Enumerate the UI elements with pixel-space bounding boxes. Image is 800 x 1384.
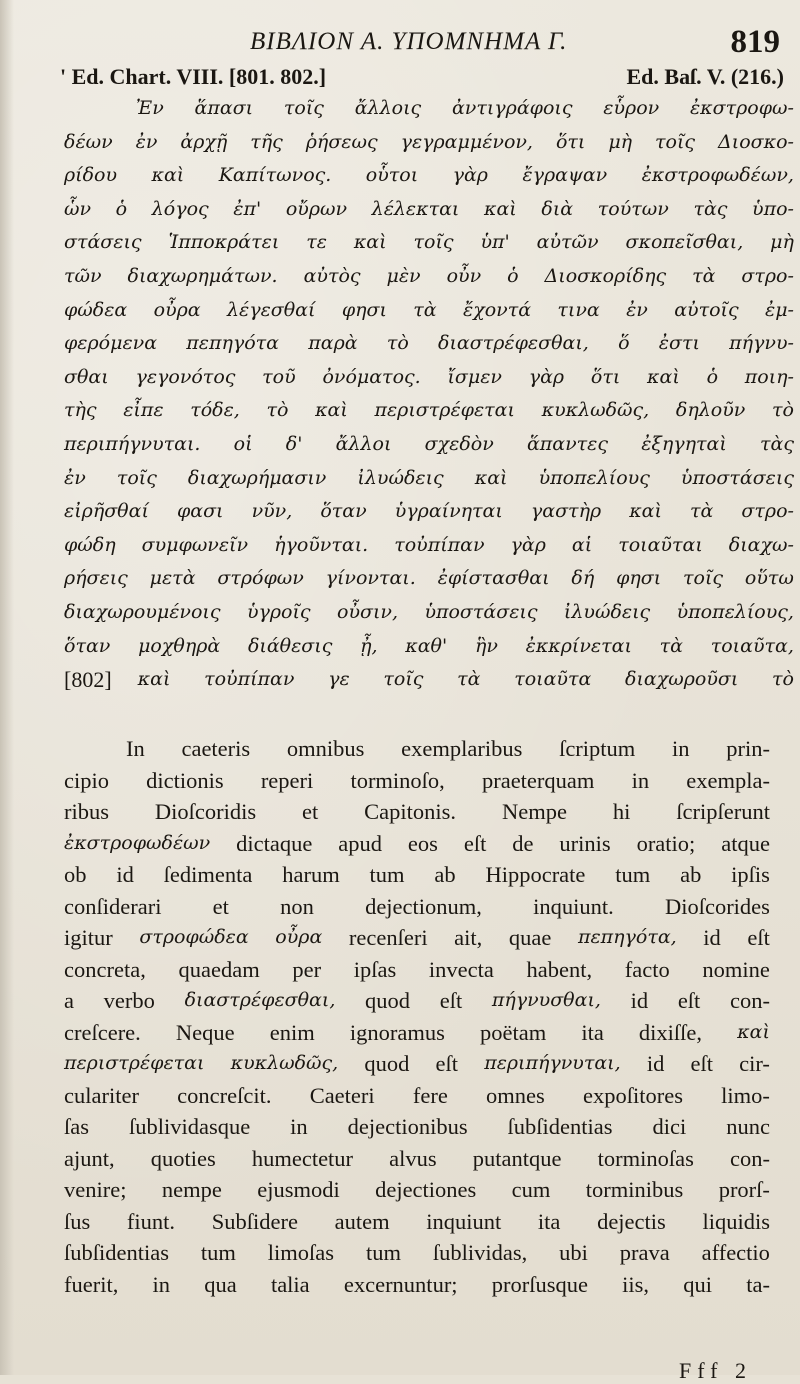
page-number: 819 (730, 24, 780, 60)
latin-text-line: ſubſidentias tum limoſas tum ſublividas, ubi prava affectio (64, 1240, 770, 1265)
greek-line-text: καὶ τοὐπίπαν γε τοῖς τὰ τοιαῦτα διαχωροῦσι τὸ (137, 668, 794, 691)
greek-text-line: στάσεις Ἱπποκράτει τε καὶ τοῖς ὑπ' αὐτῶν σκοπεῖσθαι, μὴ (64, 231, 794, 254)
greek-text-line: φώδεα οὖρα λέγεσθαί φησι τὰ ἔχοντά τινα ἐν αὐτοῖς ἐμ- (64, 298, 794, 321)
greek-text-line: εἰρῆσθαί φασι νῦν, ὅταν ὑγραίνηται γαστὴρ καὶ τὰ στρο- (64, 500, 794, 523)
latin-text-line: cipio dictionis reperi torminoſo, praeterquam in exempla- (64, 767, 770, 793)
greek-text-line: ὧν ὁ λόγος ἐπ' οὔρων λέλεκται καὶ διὰ τούτων τὰς ὑπο- (64, 197, 794, 220)
greek-text-line: ὅταν μοχθηρὰ διάθεσις ᾖ, καθ' ἣν ἐκκρίνεται τὰ τοιαῦτα, (64, 634, 794, 657)
greek-text-line: περιπήγνυται. οἱ δ' ἄλλοι σχεδὸν ἅπαντες ἐξηγηταὶ τὰς (64, 432, 794, 455)
greek-text-line: ρίδου καὶ Καπίτωνος. οὗτοι γὰρ ἔγραψαν ἐκστροφωδέων, (64, 164, 794, 187)
latin-text-line: creſcere. Neque enim ignoramus poëtam ita dixiſſe, καὶ (64, 1019, 770, 1045)
latin-text-block (64, 733, 770, 1300)
latin-text-line: In caeteris omnibus exemplaribus ſcriptum in prin- (126, 736, 770, 761)
latin-text-line: venire; nempe ejusmodi dejectiones cum torminibus prorſ- (64, 1177, 770, 1202)
latin-text-line: ob id ſedimenta harum tum ab Hippocrate tum ab ipſis (64, 862, 770, 887)
latin-text-line: περιστρέφεται κυκλωδῶς, quod eſt περιπήγνυται, id eſt cir- (64, 1051, 770, 1076)
latin-text-line: a verbo διαστρέφεσθαι, quod eſt πήγνυσθαι, id eſt con- (64, 988, 770, 1013)
latin-text-line: igitur στροφώδεα οὖρα recenſeri ait, quae πεπηγότα, id eſt (64, 925, 770, 950)
latin-text-line: ſus fiunt. Subſidere autem inquiunt ita dejectis liquidis (64, 1208, 770, 1234)
latin-text-line: concreta, quaedam per ipſas invecta habent, facto nomine (64, 956, 770, 982)
greek-text-line: διαχωρουμένοις ὑγροῖς οὖσιν, ὑποστάσεις ἰλυώδεις ὑποπελίους, (64, 600, 794, 623)
latin-text-line: ajunt, quoties humectetur alvus putantque torminoſas con- (64, 1145, 770, 1171)
page-break-marker: [802] (64, 667, 112, 693)
greek-text-line: τῶν διαχωρημάτων. αὐτὸς μὲν οὖν ὁ Διοσκορίδης τὰ στρο- (64, 264, 794, 287)
latin-text-line: ἐκστροφωδέων dictaque apud eos eſt de urinis oratio; atque (64, 830, 770, 856)
running-head (0, 24, 800, 64)
greek-text-line: φερόμενα πεπηγότα παρὰ τὸ διαστρέφεσθαι, ὅ ἐστι πήγνυ- (64, 332, 794, 355)
edition-reference-right: Ed. Baſ. V. (216.) (626, 64, 784, 89)
latin-text-line: culariter concreſcit. Caeteri fere omnes expoſitores limo- (64, 1082, 770, 1108)
greek-text-line: ρήσεις μετὰ στρόφων γίνονται. ἐφίστασθαι δή φησι τοῖς οὕτω (64, 567, 794, 590)
greek-text-line: δέων ἐν ἀρχῇ τῆς ῥήσεως γεγραμμένον, ὅτι μὴ τοῖς Διοσκο- (64, 130, 794, 153)
latin-text-line: ribus Dioſcoridis et Capitonis. Nempe hi ſcripſerunt (64, 799, 770, 824)
page-edge-shadow (0, 0, 14, 1375)
greek-text-block (64, 92, 794, 697)
greek-text-line (64, 663, 794, 697)
running-head-title: ΒΙΒΛΙΟΝ Α. ΥΠΟΜΝΗΜΑ Γ. (250, 28, 568, 55)
greek-text-line: ἐν τοῖς διαχωρήμασιν ἰλυώδεις καὶ ὑποπελίους ὑποστάσεις (64, 466, 794, 489)
greek-text-line: φώδη συμφωνεῖν ἡγοῦνται. τοὐπίπαν γὰρ αἱ τοιαῦται διαχω- (64, 533, 794, 556)
greek-text-line: σθαι γεγονότος τοῦ ὀνόματος. ἴσμεν γὰρ ὅτι καὶ ὁ ποιη- (64, 365, 794, 388)
printer-signature: Fff 2 (679, 1358, 752, 1383)
latin-text-line: ſas ſublividasque in dejectionibus ſubſidentias dici nunc (64, 1114, 770, 1139)
greek-text-line: Ἐν ἅπασι τοῖς ἄλλοις ἀντιγράφοις εὗρον ἐκστροφω- (136, 97, 794, 119)
latin-text-line: fuerit, in qua talia excernuntur; prorſusque iis, qui ta- (64, 1271, 770, 1297)
latin-text-line: conſiderari et non dejectionum, inquiunt. Dioſcorides (64, 893, 770, 919)
edition-reference-left: ' Ed. Chart. VIII. [801. 802.] (60, 64, 327, 89)
greek-text-line: τὴς εἶπε τόδε, τὸ καὶ περιστρέφεται κυκλωδῶς, δηλοῦν τὸ (64, 399, 794, 422)
